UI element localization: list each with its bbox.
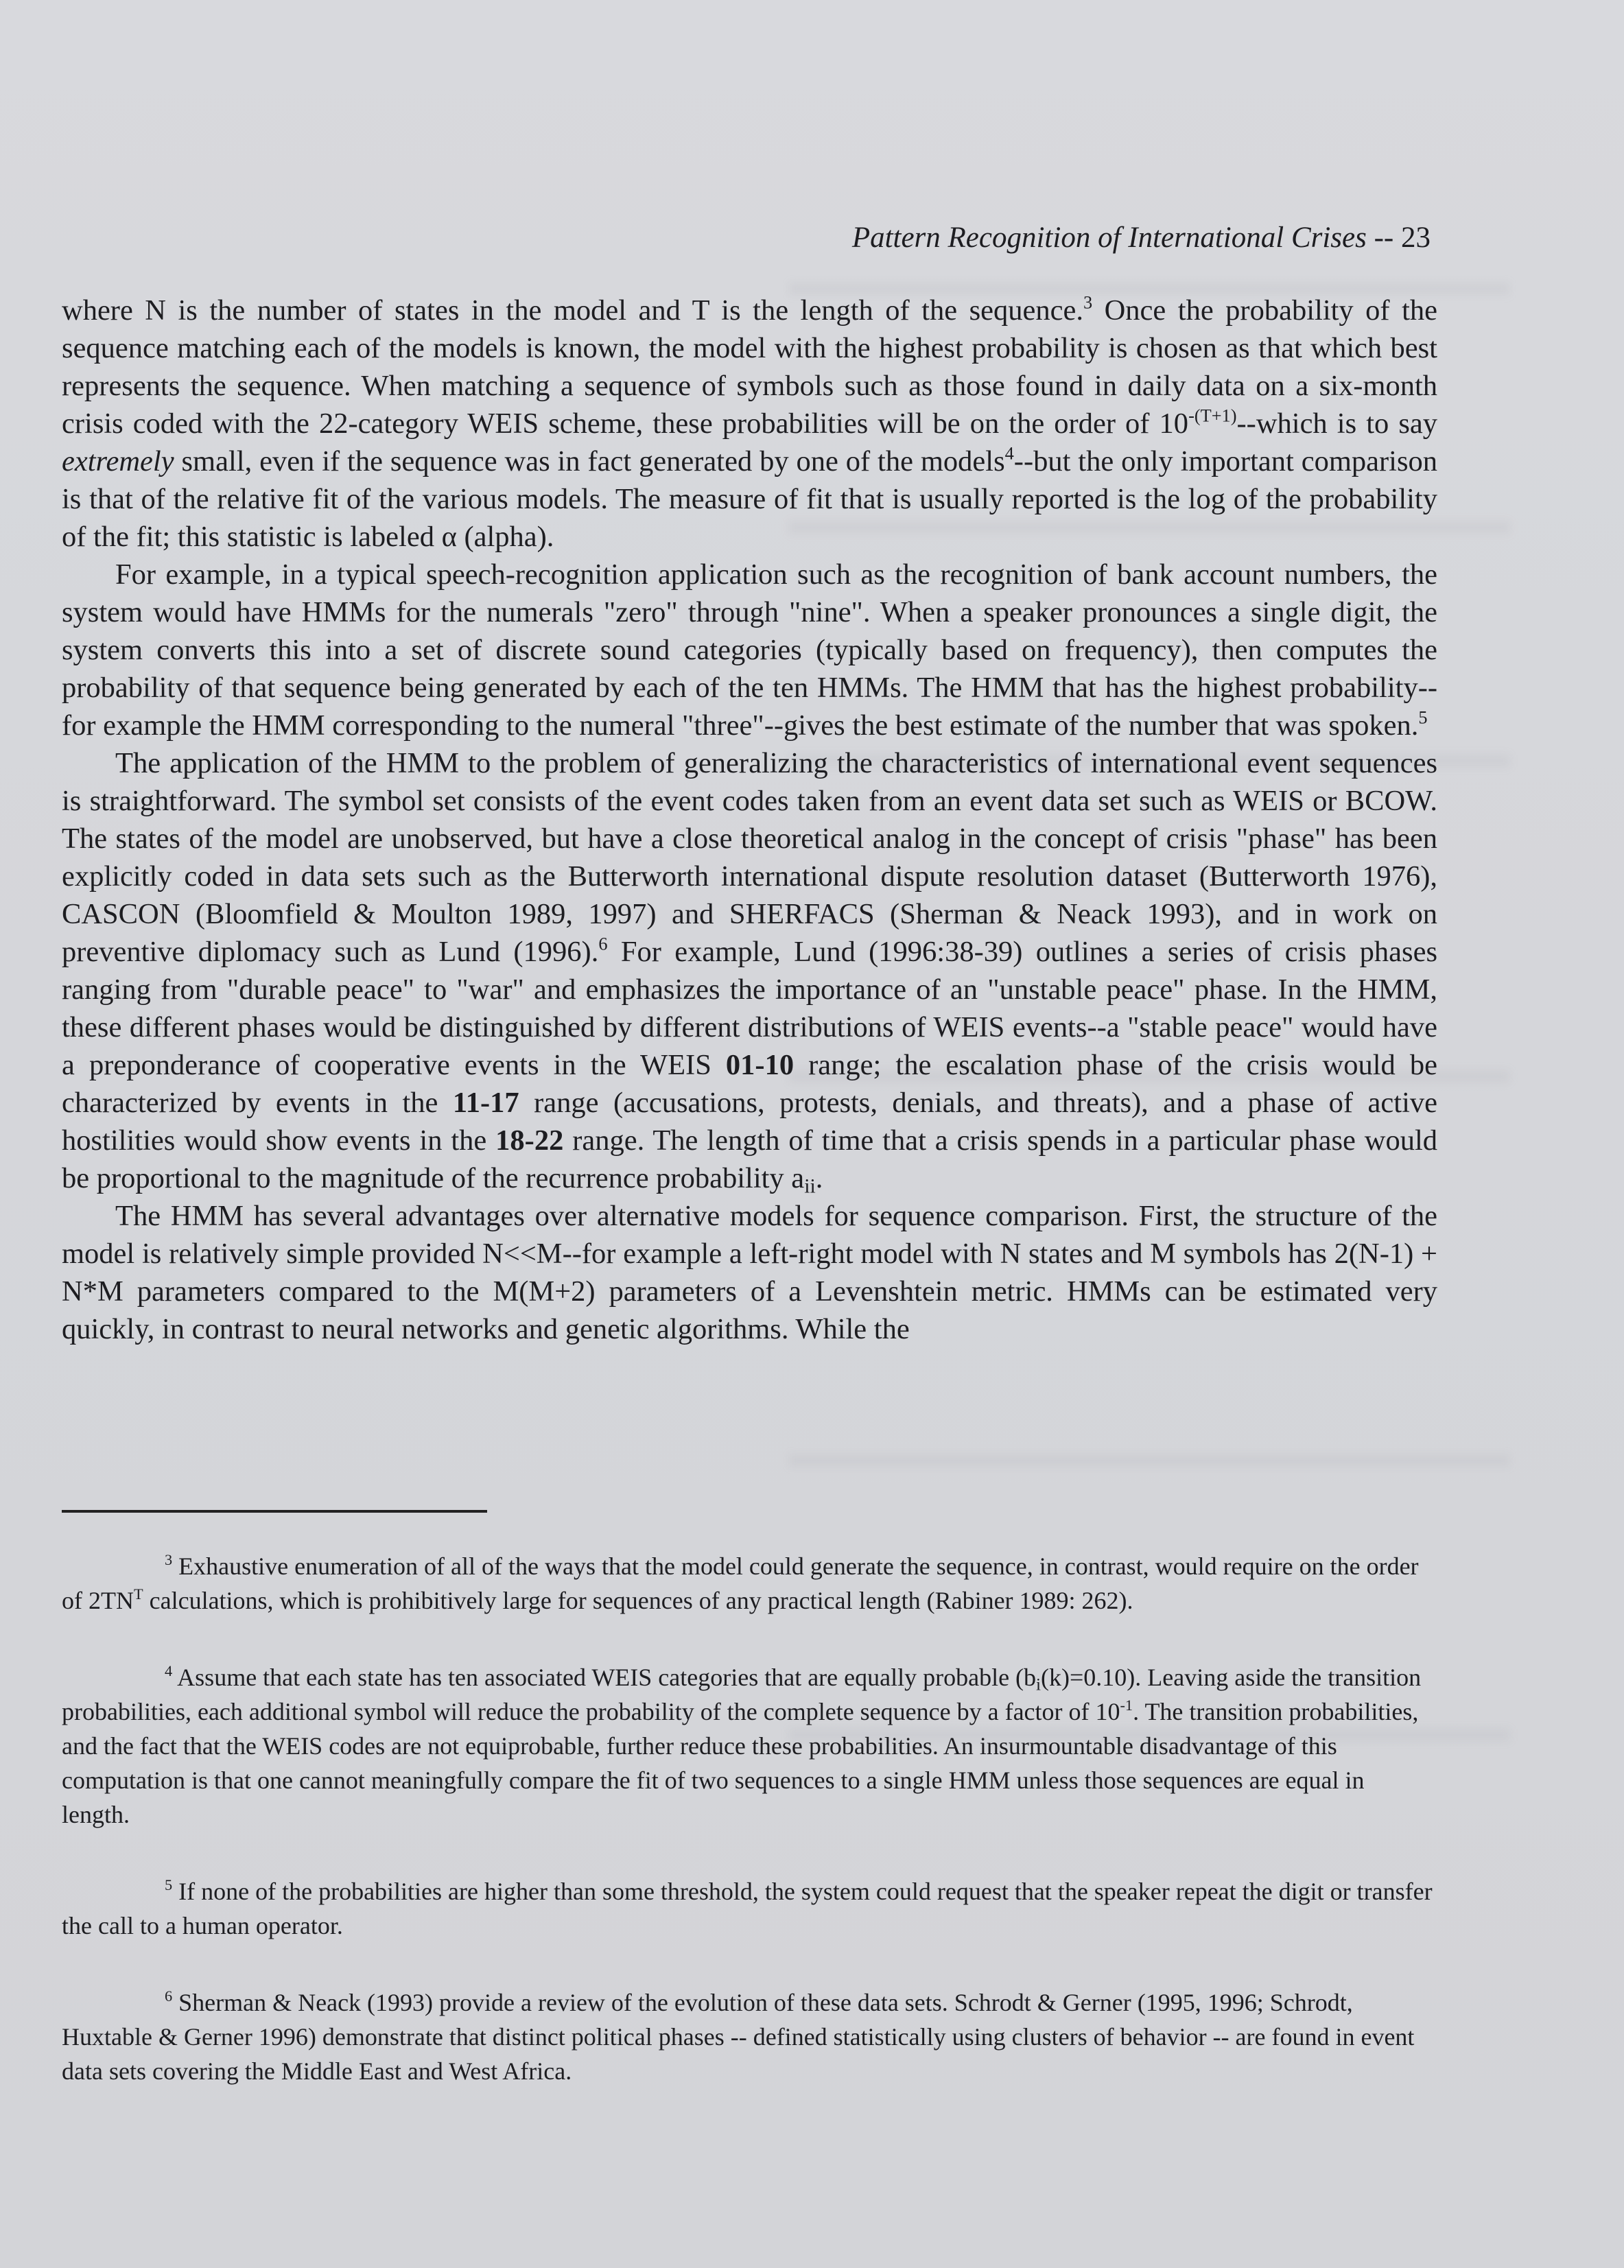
text-run: range. The length of time that a crisis spends in a particular phase would be proportional to the magnitude of the recurrence probability a bbox=[62, 1124, 1438, 1194]
bold-range: 18-22 bbox=[495, 1124, 564, 1157]
footnote bbox=[62, 1985, 1437, 2088]
text-run: where N is the number of states in the model and T is the length of the sequence. bbox=[62, 294, 1083, 327]
text-run: range (accusations, protests, denials, and threats), and a phase of active hostilities would show events in the bbox=[62, 1087, 1437, 1157]
footnote-number: 3 bbox=[165, 1551, 173, 1569]
text-run: . bbox=[815, 1162, 823, 1194]
footnote-ref: 4 bbox=[1004, 443, 1014, 464]
bold-range: 01-10 bbox=[725, 1049, 795, 1081]
footnote-ref: 5 bbox=[1418, 707, 1428, 728]
header-title: Pattern Recognition of International Crises bbox=[851, 222, 1367, 254]
text-run: The HMM has several advantages over alternative models for sequence comparison. First, the structure of the model is relatively simple provided N<<M--for example a left-right model with N states and M symbols has 2(N-1) + N*M parameters compared to the M(M+2) parameters of a Levenshtein metric. HMMs can be estimated very quickly, in contrast to neural networks and genetic algorithms. While the bbox=[62, 1200, 1437, 1345]
text-run: The application of the HMM to the problem of generalizing the characteristics of international event sequences is straightforward. The symbol set consists of the event codes taken from an event data set such as WEIS or BCOW. The states of the model are unobserved, but have a close theoretical analog in the concept of crisis "phase" has been explicitly coded in data sets such as the Butterworth international dispute resolution dataset (Butterworth 1976), CASCON (Bloomfield & Moulton 1989, 1997) and SHERFACS (Sherman & Neack 1993), and in work on preventive diplomacy such as Lund (1996). bbox=[62, 747, 1437, 968]
footnote-ref: 3 bbox=[1083, 292, 1093, 313]
text-run: Sherman & Neack (1993) provide a review of the evolution of these data sets. Schrodt & Gerner (1995, 1996; Schrodt, Huxtable & Gerner 1996) demonstrate that distinct political phases -- defined statistically using clusters of behavior -- are found in event data sets covering the Middle East and West Africa. bbox=[62, 1989, 1415, 2085]
page-number: -- 23 bbox=[1374, 222, 1431, 254]
bleed-through-shadow bbox=[789, 1454, 1509, 1467]
footnote-number: 4 bbox=[165, 1662, 173, 1680]
superscript: T bbox=[133, 1585, 143, 1603]
text-run: If none of the probabilities are higher than some threshold, the system could request that the speaker repeat the digit or transfer the call to a human operator. bbox=[62, 1878, 1433, 1939]
text-run: --but the only important comparison is that of the relative fit of the various models. The measure of fit that is usually reported is the log of the probability of the fit; this statistic is labeled α (alpha). bbox=[62, 445, 1437, 553]
paragraph bbox=[62, 1197, 1437, 1348]
subscript: ii bbox=[804, 1174, 816, 1198]
footnote-number: 6 bbox=[165, 1987, 173, 2005]
text-run: Exhaustive enumeration of all of the ways that the model could generate the sequence, in contrast, would require on the order of 2TN bbox=[62, 1552, 1419, 1614]
running-header bbox=[852, 221, 1431, 255]
text-run: For example, in a typical speech-recognition application such as the recognition of bank account numbers, the system would have HMMs for the numerals "zero" through "nine". When a speaker pronounces a single digit, the system converts this into a set of discrete sound categories (typically based on frequency), then computes the probability of that sequence being generated by each of the ten HMMs. The HMM that has the highest probability--for example the HMM corresponding to the numeral "three"--gives the best estimate of the number that was spoken. bbox=[62, 558, 1437, 742]
text-run: Once the probability of the sequence matching each of the models is known, the model with the highest probability is chosen as that which best represents the sequence. When matching a sequence of symbols such as those found in daily data on a six-month crisis coded with the 22-category WEIS scheme, these probabilities will be on the order of 10 bbox=[62, 294, 1437, 440]
footnote bbox=[62, 1660, 1437, 1832]
footnote bbox=[62, 1874, 1437, 1943]
footnote-ref: 6 bbox=[598, 934, 608, 954]
emphasis: extremely bbox=[62, 445, 174, 477]
text-run: . The transition probabilities, and the fact that the WEIS codes are not equiprobable, further reduce these probabilities. An insurmountable disadvantage of this computation is that one cannot meaningfully compare the fit of two sequences to a single HMM unless those sequences are equal in length. bbox=[62, 1698, 1419, 1828]
paragraph bbox=[62, 556, 1437, 744]
paragraph bbox=[62, 744, 1437, 1197]
paragraph bbox=[62, 292, 1437, 556]
text-run: small, even if the sequence was in fact generated by one of the models bbox=[174, 445, 1005, 477]
footnote-separator bbox=[62, 1510, 487, 1513]
subscript: i bbox=[1036, 1675, 1042, 1694]
text-run: For example, Lund (1996:38-39) outlines a series of crisis phases ranging from "durable peace" to "war" and emphasizes the importance of an "unstable peace" phase. In the HMM, these different phases would be distinguished by different distributions of WEIS events--a "stable peace" would have a preponderance of cooperative events in the WEIS bbox=[62, 936, 1437, 1081]
text-run: range; the escalation phase of the crisis would be characterized by events in the bbox=[62, 1049, 1437, 1119]
text-run: calculations, which is prohibitively large for sequences of any practical length (Rabiner 1989: 262). bbox=[143, 1587, 1133, 1614]
exponent: -(T+1) bbox=[1188, 405, 1237, 426]
footnote-number: 5 bbox=[165, 1876, 173, 1894]
text-run: --which is to say bbox=[1236, 407, 1437, 440]
text-run: (k)=0.10). Leaving aside the transition probabilities, each additional symbol will reduce the probability of the complete sequence by a factor of 10 bbox=[62, 1664, 1422, 1725]
text-run: Assume that each state has ten associated WEIS categories that are equally probable (b bbox=[172, 1664, 1037, 1691]
footnotes bbox=[62, 1549, 1437, 2131]
footnote bbox=[62, 1549, 1437, 1618]
superscript: -1 bbox=[1120, 1697, 1133, 1714]
bold-range: 11-17 bbox=[452, 1087, 519, 1119]
body-text bbox=[62, 292, 1437, 1348]
